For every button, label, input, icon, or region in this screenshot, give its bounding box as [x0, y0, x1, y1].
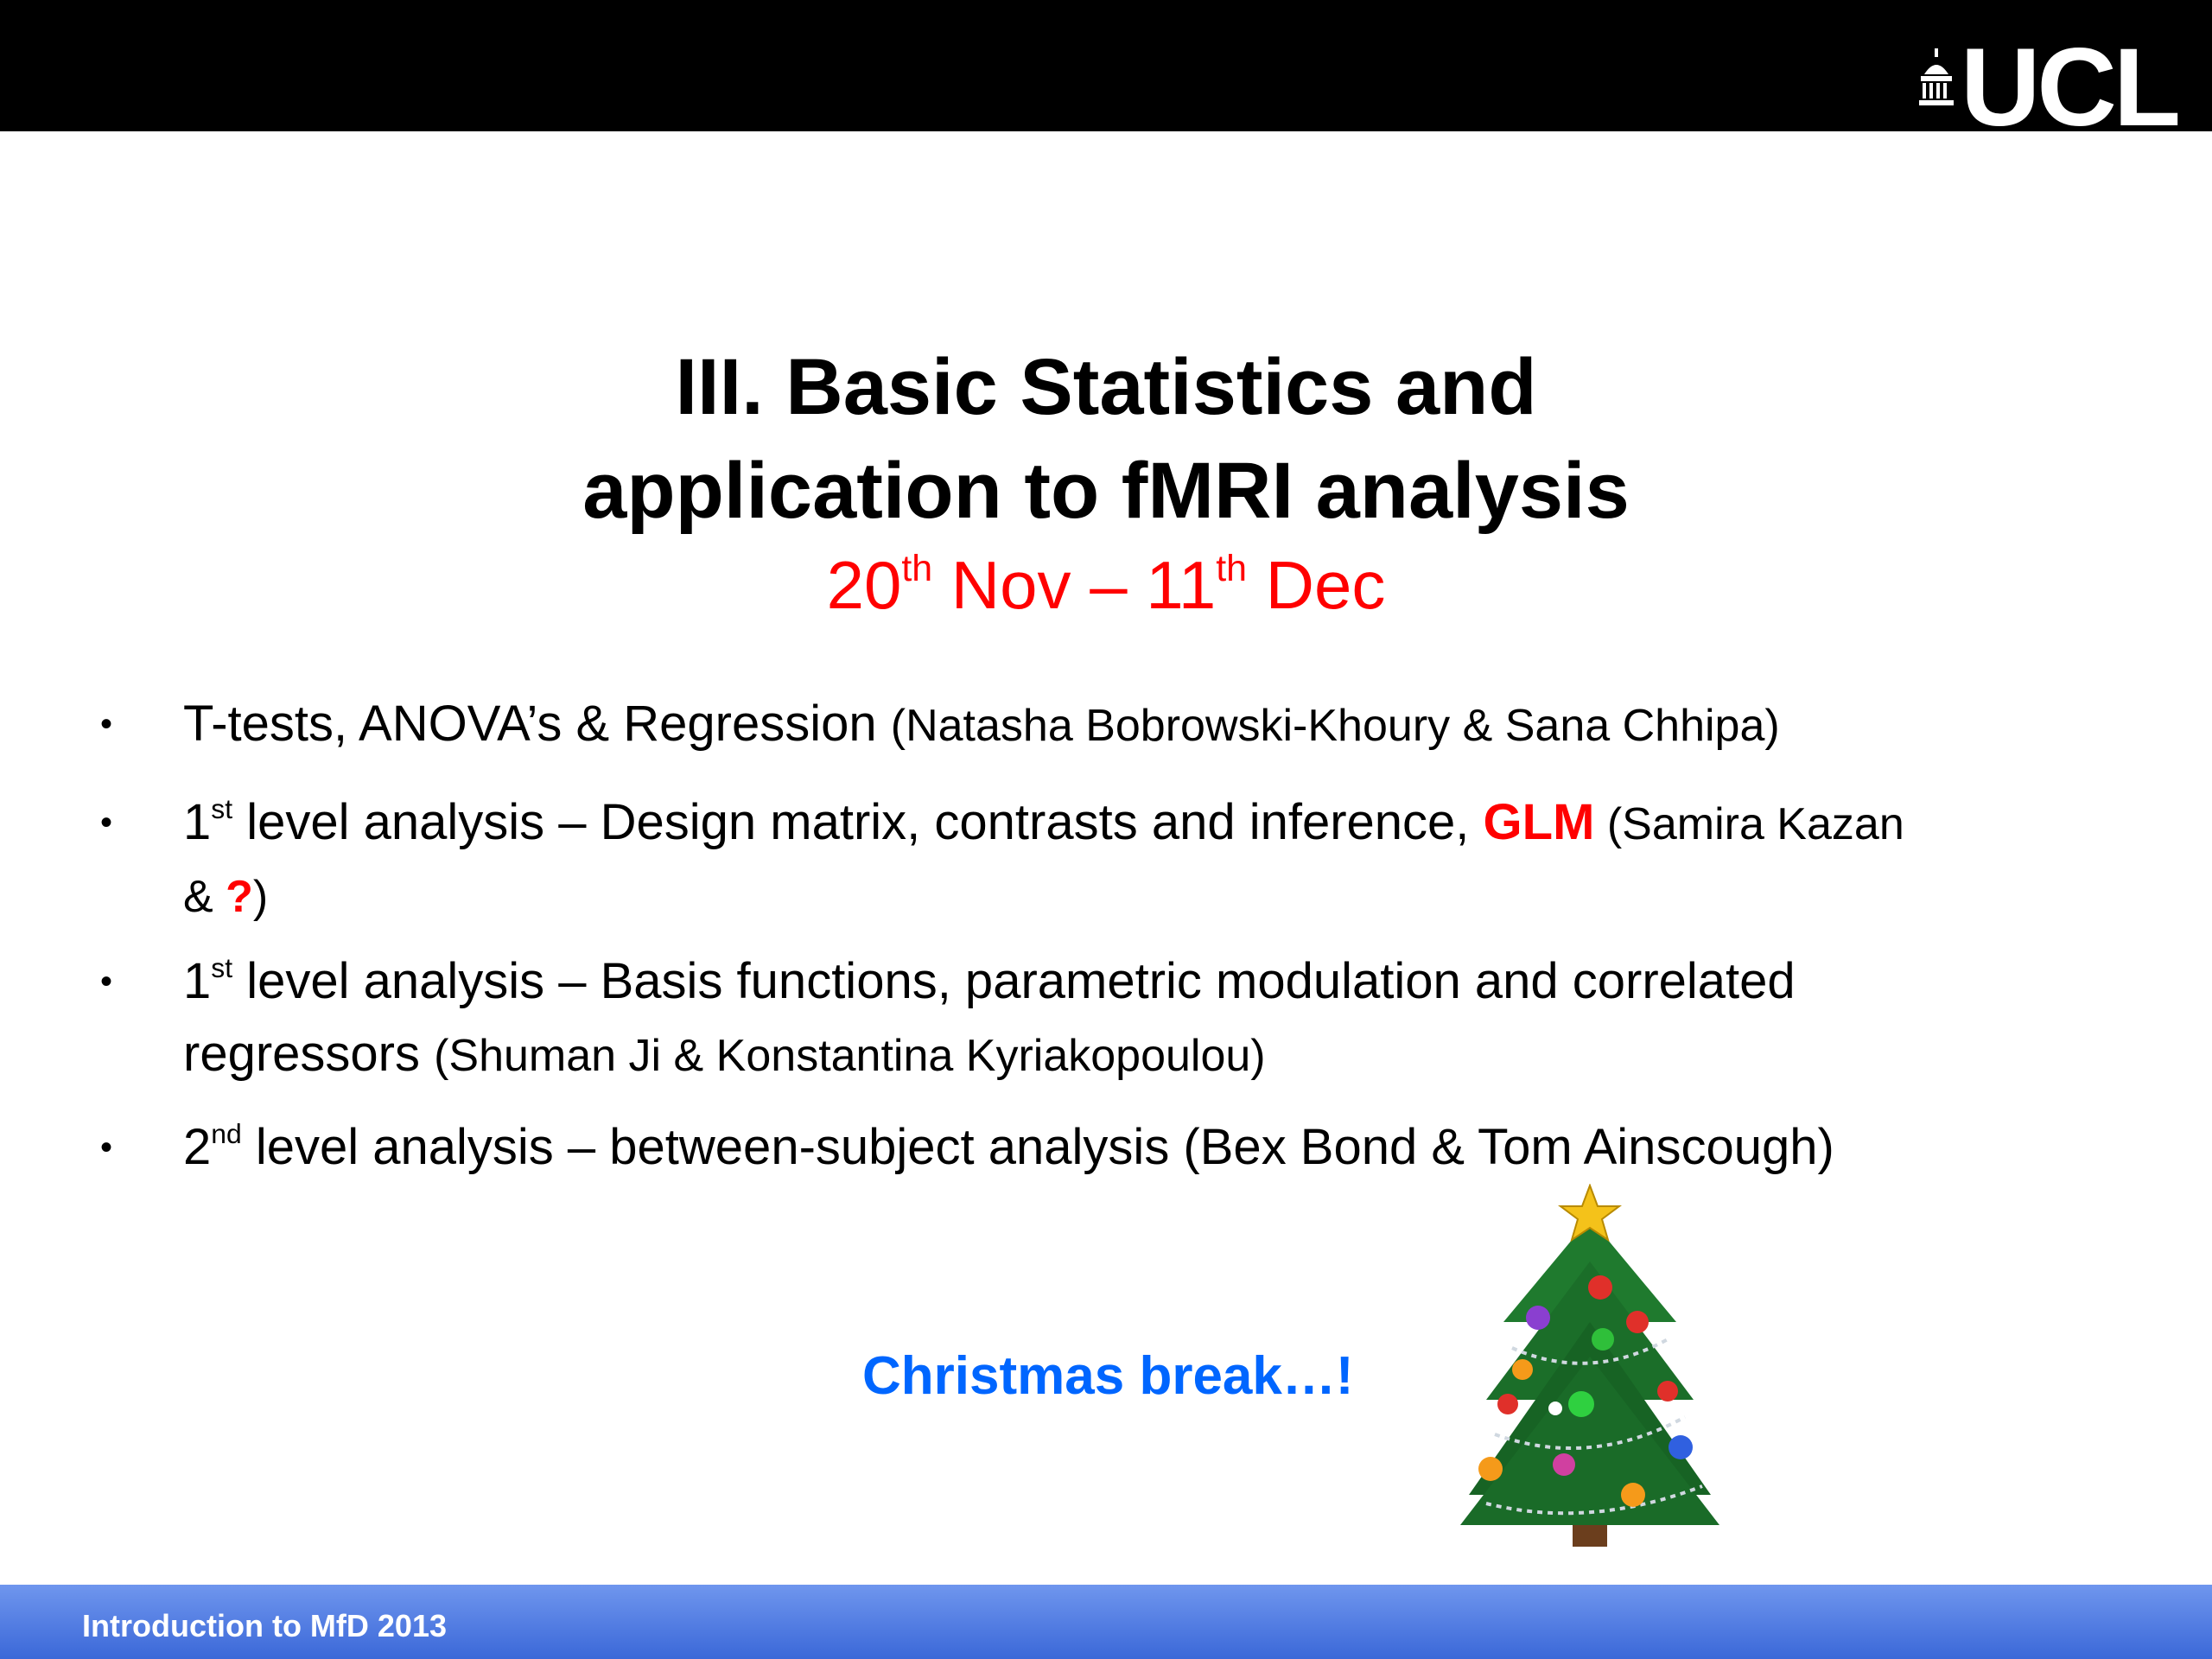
bullet-main-text-cont: regressors: [183, 1026, 435, 1082]
date-start-num: 20: [826, 547, 902, 623]
bullet-dot: •: [100, 705, 113, 743]
bullet-num: 1: [183, 953, 212, 1009]
ucl-logo: [1917, 26, 2177, 149]
bullet-dot: •: [100, 804, 113, 842]
bullet-main-text: level analysis – Basis functions, parametric modulation and correlated: [232, 953, 1796, 1009]
footer-text: Introduction to MfD 2013: [82, 1608, 447, 1643]
bullet-authors: (Natasha Bobrowski-Khoury & Sana Chhipa): [890, 701, 1780, 751]
bullet-item-basis-functions: [100, 949, 2119, 1089]
date-middle: Nov – 11: [932, 547, 1217, 623]
bullet-authors: (Samira Kazan: [1594, 799, 1904, 849]
bullet-authors-close: ): [252, 872, 269, 922]
date-start-sup: th: [901, 547, 933, 589]
bullet-item-design-matrix: [100, 790, 2119, 930]
bullet-num: 1: [183, 794, 212, 850]
bullet-item-ttests: [100, 691, 2119, 759]
unknown-author-mark: ?: [226, 872, 253, 922]
date-end-sup: th: [1216, 547, 1247, 589]
slide-title-line1: III. Basic Statistics and: [675, 343, 1537, 431]
bullet-sup: st: [211, 952, 233, 984]
bullet-main-text: level analysis – between-subject analysis (Bex Bond & Tom Ainscough): [241, 1119, 1834, 1175]
bullet-main-text: T-tests, ANOVA’s & Regression: [183, 696, 891, 752]
glm-highlight: GLM: [1483, 794, 1595, 850]
bullet-main-text: level analysis – Design matrix, contrasts and inference,: [232, 794, 1484, 850]
bullet-authors: (Shuman Ji & Konstantina Kyriakopoulou): [434, 1031, 1266, 1081]
ucl-logo-text: UCL: [1960, 26, 2177, 149]
christmas-tree-icon: [1452, 1184, 1728, 1552]
bullet-dot: •: [100, 1128, 113, 1166]
bullet-authors-cont: &: [183, 872, 226, 922]
slide-title-line2: application to fMRI analysis: [582, 447, 1630, 535]
date-end: Dec: [1247, 547, 1386, 623]
ucl-dome-icon: [1917, 48, 1955, 109]
bullet-dot: •: [100, 963, 113, 1001]
date-range: [0, 542, 2212, 639]
header-bar: [0, 0, 2212, 149]
bullet-item-second-level: [100, 1115, 2119, 1187]
bullet-sup: nd: [211, 1118, 242, 1150]
christmas-break-text: Christmas break…!: [862, 1346, 1354, 1406]
bullet-sup: st: [211, 793, 233, 825]
bullet-num: 2: [183, 1119, 212, 1175]
